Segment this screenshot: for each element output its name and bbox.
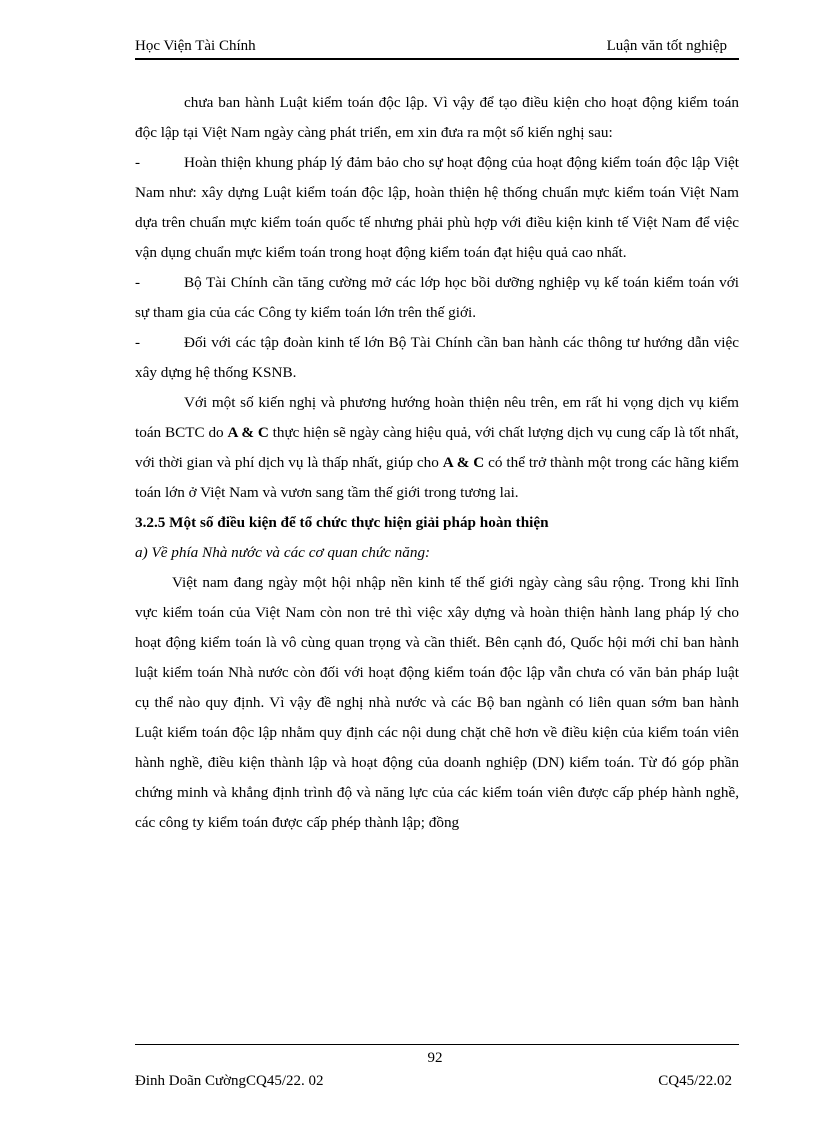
page-body xyxy=(135,88,739,838)
bullet-dash: - xyxy=(135,334,141,351)
paragraph-intro: chưa ban hành Luật kiểm toán độc lập. Vì vậy để tạo điều kiện cho hoạt động kiểm toán độc lập tại Việt Nam ngày càng phát triển, em xin đưa ra một số kiến nghị sau: xyxy=(135,94,739,141)
header-institution: Học Viện Tài Chính xyxy=(135,38,256,54)
section-heading: 3.2.5 Một số điều kiện để tổ chức thực hiện giải pháp hoàn thiện xyxy=(135,514,549,531)
bullet-text-2: Bộ Tài Chính cần tăng cường mở các lớp học bồi dưỡng nghiệp vụ kế toán kiểm toán với sự tham gia của các Công ty kiểm toán lớn trên thế giới. xyxy=(135,274,739,321)
paragraph-state-agencies: Việt nam đang ngày một hội nhập nền kinh tế thế giới ngày càng sâu rộng. Trong khi lĩnh vực kiểm toán của Việt Nam còn non trẻ thì việc xây dựng và hoàn thiện hành lang pháp lý cho hoạt động kiểm toán là vô cùng quan trọng và cần thiết. Bên cạnh đó, Quốc hội mới chỉ ban hành luật kiểm toán Nhà nước còn đối với hoạt động kiểm toán độc lập vẫn chưa có văn bản pháp luật cụ thể nào quy định. Vì vậy đề nghị nhà nước và các Bộ ban ngành có liên quan sớm ban hành Luật kiểm toán độc lập nhằm quy định các nội dung chặt chẽ hơn về điều kiện của kiểm toán viên hành nghề, điều kiện thành lập và hoạt động của doanh nghiệp (DN) kiểm toán. Từ đó góp phần chứng minh và khẳng định trình độ và năng lực của các kiểm toán viên được cấp phép hành nghề, các công ty kiểm toán được cấp phép thành lập; đồng xyxy=(135,574,739,831)
footer-author: Đinh Doãn CườngCQ45/22. 02 xyxy=(135,1073,324,1089)
section-subheading: a) Về phía Nhà nước và các cơ quan chức năng: xyxy=(135,544,431,561)
bullet-text-1: Hoàn thiện khung pháp lý đảm bảo cho sự hoạt động của hoạt động kiểm toán độc lập Việt Nam như: xây dựng Luật kiểm toán độc lập, hoàn thiện hệ thống chuẩn mực kiểm toán Việt Nam dựa trên chuẩn mực kiểm toán quốc tế nhưng phải phù hợp với điều kiện kinh tế Việt Nam để việc vận dụng chuẩn mực kiểm toán trong hoạt động kiểm toán đạt hiệu quả cao nhất. xyxy=(135,154,739,261)
bullet-text-3: Đối với các tập đoàn kinh tế lớn Bộ Tài Chính cần ban hành các thông tư hướng dẫn việc xây dựng hệ thống KSNB. xyxy=(135,334,739,381)
conclusion-text-c: có thể trở thành một trong các hãng kiểm toán lớn ở Việt Nam và vươn sang tầm thế giới trong tương lai. xyxy=(135,454,739,501)
page-header xyxy=(135,36,739,60)
bullet-item-2 xyxy=(135,268,739,328)
company-name-bold: A & C xyxy=(227,424,269,441)
header-document-type: Luận văn tốt nghiệp xyxy=(606,38,727,54)
bullet-item-3 xyxy=(135,328,739,388)
company-name-bold: A & C xyxy=(442,454,485,471)
bullet-item-1 xyxy=(135,148,739,268)
paragraph-conclusion xyxy=(135,388,739,508)
page-number: 92 xyxy=(427,1050,443,1066)
bullet-dash: - xyxy=(135,274,141,291)
bullet-dash: - xyxy=(135,154,141,171)
footer-class-code: CQ45/22.02 xyxy=(658,1073,732,1089)
footer-divider xyxy=(135,1044,739,1045)
conclusion-text-a: Với một số kiến nghị và phương hướng hoàn thiện nêu trên, em rất hi vọng dịch vụ kiểm toán BCTC do xyxy=(135,394,739,441)
conclusion-text-b: thực hiện sẽ ngày càng hiệu quả, với chất lượng dịch vụ cung cấp là tốt nhất, với thời gian và phí dịch vụ là thấp nhất, giúp cho xyxy=(135,424,739,471)
